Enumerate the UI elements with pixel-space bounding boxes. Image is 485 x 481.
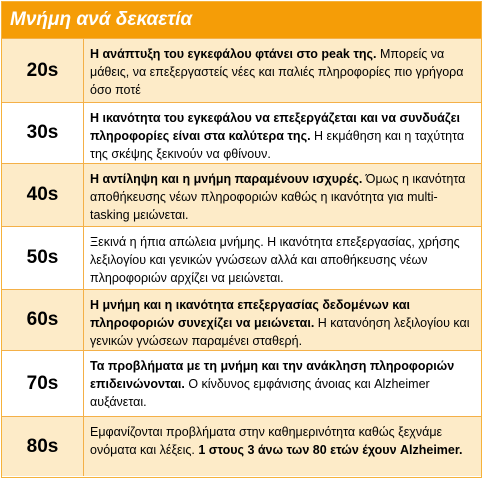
decade-label: 40s [2,164,84,226]
table-row [2,350,481,416]
row-description [84,39,481,102]
decade-label: 20s [2,39,84,102]
decade-label: 50s [2,227,84,289]
decade-label: 30s [2,103,84,163]
row-description [84,103,481,163]
table-row [2,163,481,226]
table-title: Μνήμη ανά δεκαετία [10,9,193,30]
table-row [2,226,481,289]
decade-label: 70s [2,351,84,416]
body-text: Όμως η ικανότητα αποθήκευσης νέων πληροφοριών καθώς η ικανότητα για multi-tasking μειώνεται. [90,172,466,222]
row-description [84,164,481,226]
body-text: Μπορείς να μάθεις, να επεξεργαστείς νέες και παλιές πληροφορίες πιο γρήγορα όσο ποτέ [90,47,464,97]
highlight-text: 1 στους 3 άνω των 80 ετών έχουν Alzheimer. [198,443,463,457]
table-header [2,2,481,38]
highlight-text: Τα προβλήματα με τη μνήμη και την ανάκληση πληροφοριών επιδεινώνονται. [90,359,455,391]
body-text: Η εκμάθηση και η ταχύτητα της σκέψης ξεκινούν να φθίνουν. [90,129,465,161]
row-description [84,417,481,476]
decade-label: 80s [2,417,84,476]
row-description [84,290,481,350]
row-description [84,351,481,416]
body-text: Η ικανότητα επεξεργασίας, χρήσης λεξιλογίου και γενικών γνώσεων αλλά και αποθήκευσης νέων πληροφοριών αρχίζει να μειώνεται. [90,235,460,285]
table-row [2,38,481,102]
body-text: Ο κίνδυνος εμφάνισης άνοιας και Alzheimer αυξάνεται. [90,377,430,409]
memory-table [1,1,482,478]
table-row [2,102,481,163]
intro-text: Ξεκινά η ήπια απώλεια μνήμης. [90,235,264,249]
decade-label: 60s [2,290,84,350]
body-text: Εμφανίζονται προβλήματα στην καθημερινότητα καθώς ξεχνάμε ονόματα και λέξεις. [90,425,443,457]
table-row [2,416,481,476]
highlight-text: Η μνήμη και η ικανότητα επεξεργασίας δεδομένων και πληροφοριών συνεχίζει να μειώνεται. [90,298,410,330]
highlight-text: Η αντίληψη και η μνήμη παραμένουν ισχυρές. [90,172,363,186]
table-row [2,289,481,350]
row-description [84,227,481,289]
highlight-text: Η ικανότητα του εγκεφάλου να επεξεργάζεται και να συνδυάζει πληροφορίες είναι στα καλύτερα της. [90,111,461,143]
highlight-text: Η ανάπτυξη του εγκεφάλου φτάνει στο peak της. [90,47,377,61]
body-text: Η κατανόηση λεξιλογίου και γενικών γνώσεων παραμένει σταθερή. [90,316,470,348]
